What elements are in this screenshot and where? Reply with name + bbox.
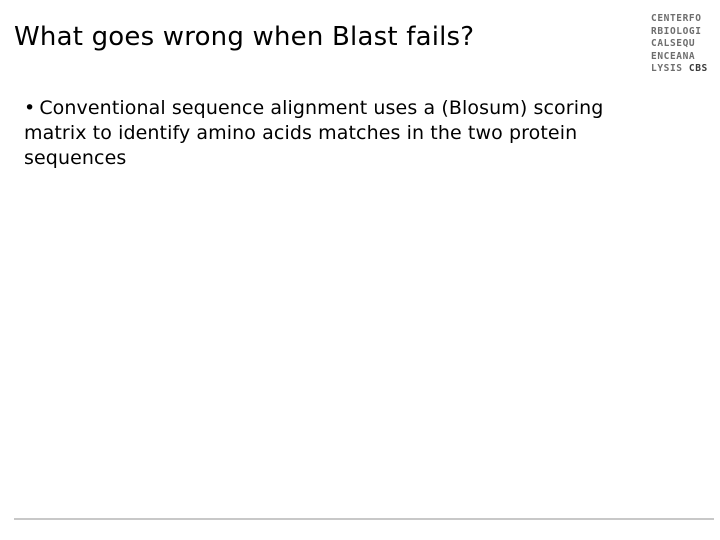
logo-line-4: ENCEANA — [651, 50, 696, 62]
logo-line-2: RBIOLOGI — [651, 25, 702, 37]
bullet-list — [24, 96, 604, 171]
cbs-logo — [651, 13, 713, 76]
logo-line-5 — [651, 63, 713, 76]
logo-line-1: CENTERFO — [651, 13, 702, 24]
bullet-text: Conventional sequence alignment uses a (Blosum) scoring matrix to identify amino acids matches in the two protein sequences — [24, 97, 604, 169]
logo-line-3: CALSEQU — [651, 38, 696, 49]
bottom-divider — [14, 518, 714, 520]
bullet-symbol: • — [24, 97, 36, 119]
slide-title: What goes wrong when Blast fails? — [14, 22, 475, 52]
logo-line-5-prefix: LYSIS — [651, 63, 689, 74]
bullet-item — [24, 96, 604, 171]
logo-cbs-mark: CBS — [688, 63, 708, 74]
